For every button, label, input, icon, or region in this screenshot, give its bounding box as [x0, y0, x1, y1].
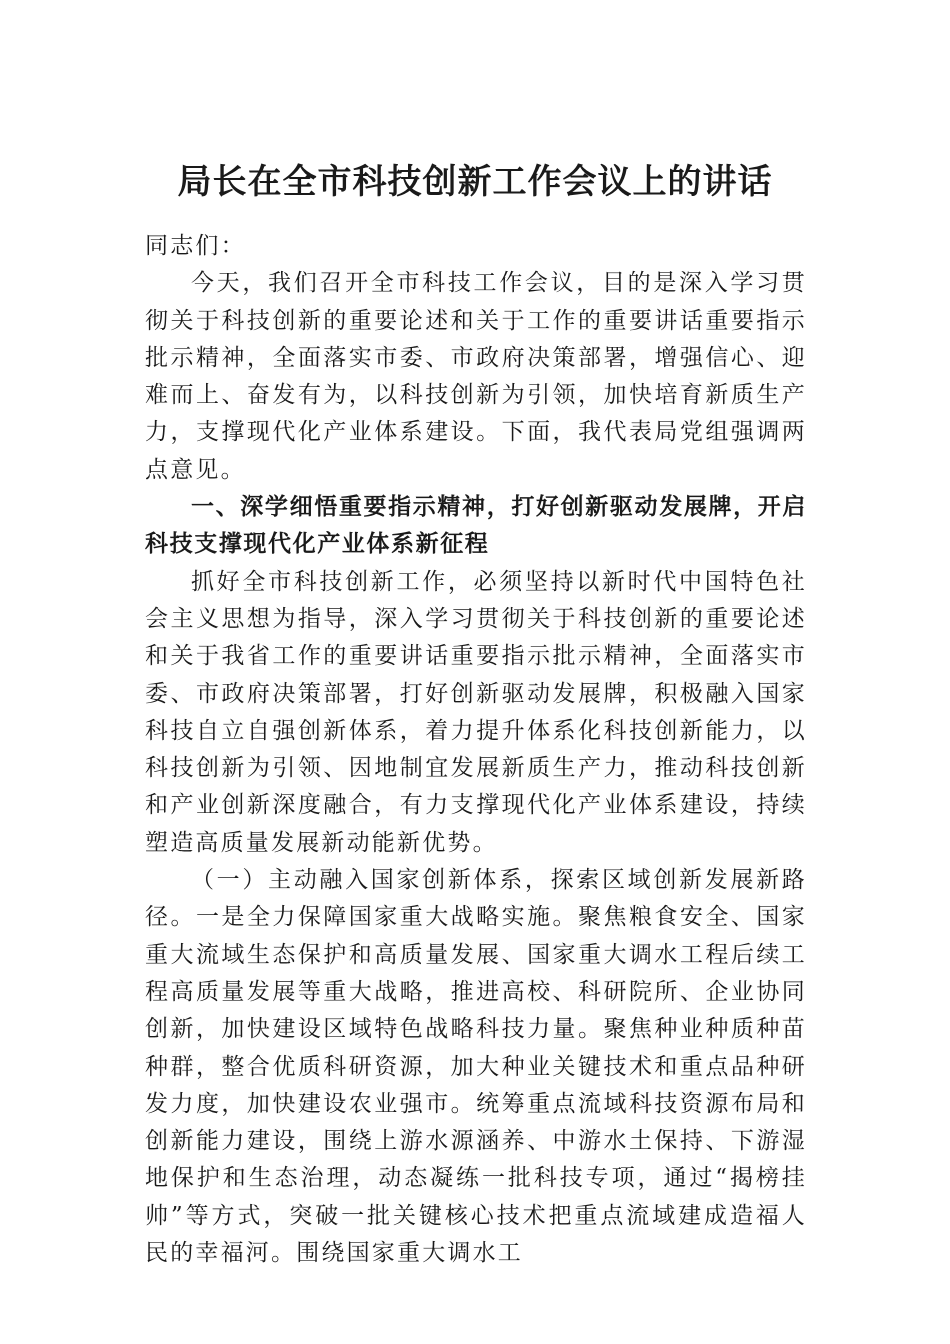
salutation: 同志们：: [145, 233, 246, 259]
section-paragraph: 抓好全市科技创新工作，必须坚持以新时代中国特色社会主义思想为指导，深入学习贯彻关于科技创新的重要论述和关于我省工作的重要讲话重要指示批示精神，全面落实市委、市政府决策部署，打好创新驱动发展牌，积极融入国家科技自立自强创新体系，着力提升体系化科技创新能力，以科技创新为引领、因地制宜发展新质生产力，推动科技创新和产业创新深度融合，有力支撑现代化产业体系建设，持续塑造高质量发展新动能新优势。: [145, 568, 807, 856]
intro-paragraph: 今天，我们召开全市科技工作会议，目的是深入学习贯彻关于科技创新的重要论述和关于工作的重要讲话重要指示批示精神，全面落实市委、市政府决策部署，增强信心、迎难而上、奋发有为，以科技创新为引领，加快培育新质生产力，支撑现代化产业体系建设。下面，我代表局党组强调两点意见。: [145, 270, 807, 483]
document-title: 局长在全市科技创新工作会议上的讲话: [177, 162, 773, 202]
document-body: [145, 228, 807, 1272]
subsection-paragraph: （一）主动融入国家创新体系，探索区域创新发展新路径。一是全力保障国家重大战略实施。聚焦粮食安全、国家重大流域生态保护和高质量发展、国家重大调水工程后续工程高质量发展等重大战略，推进高校、科研院所、企业协同创新，加快建设区域特色战略科技力量。聚焦种业种质种苗种群，整合优质科研资源，加大种业关键技术和重点品种研发力度，加快建设农业强市。统筹重点流域科技资源布局和创新能力建设，围绕上游水源涵养、中游水土保持、下游湿地保护和生态治理，动态凝练一批科技专项，通过“揭榜挂帅”等方式，突破一批关键核心技术把重点流域建成造福人民的幸福河。围绕国家重大调水工: [145, 867, 807, 1267]
section-heading: 一、深学细悟重要指示精神，打好创新驱动发展牌，开启科技支撑现代化产业体系新征程: [145, 494, 807, 558]
